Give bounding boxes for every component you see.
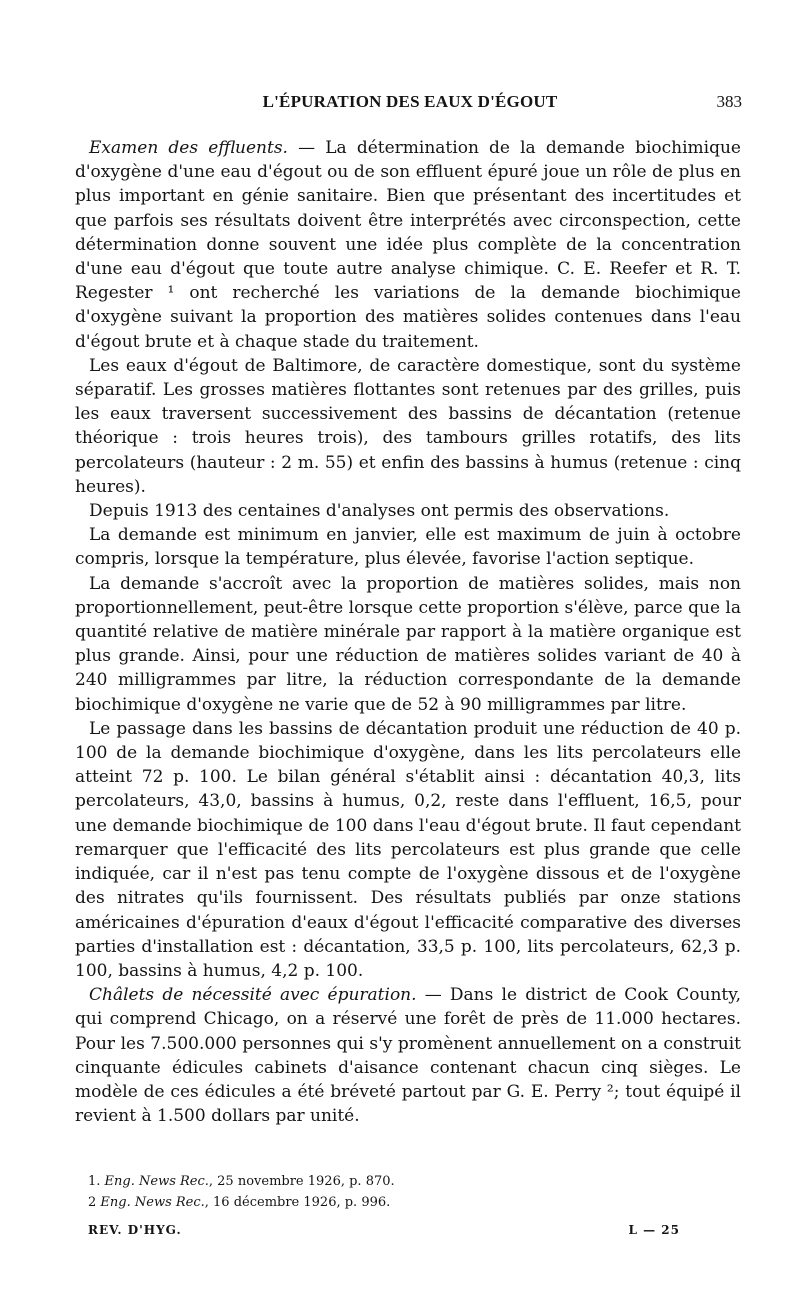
footnote-number: 2 (88, 1195, 97, 1210)
running-title: L'ÉPURATION DES EAUX D'ÉGOUT (262, 92, 558, 111)
footnote-details: , 16 décembre 1926, p. 996. (204, 1195, 391, 1210)
paragraph-text: Les eaux d'égout de Baltimore, de caractère domestique, sont du système séparatif. Les grosses matières flottantes sont retenues par des grilles, puis les eaux traversent successivement des bassins de décantation (retenue théorique : trois heures trois), des tambours grilles rotatifs, des lits percolateurs (hauteur : 2 m. 55) et enfin des bassins à humus (retenue : cinq heures). (75, 355, 741, 497)
paragraph-text: La demande s'accroît avec la proportion de matières solides, mais non proportionnellement, peut-être lorsque cette proportion s'élève, parce que la quantité relative de matière minérale par rapport à la matière organique est plus grande. Ainsi, pour une réduction de matières solides variant de 40 à 240 milligrammes par litre, la réduction correspondante de la demande biochimique d'oxygène ne varie que de 52 à 90 milligrammes par litre. (75, 573, 741, 715)
paragraph (75, 523, 741, 571)
body-text (75, 136, 741, 1128)
journal-abbreviation: REV. D'HYG. (88, 1223, 182, 1237)
paragraph-text: Depuis 1913 des centaines d'analyses ont permis des observations. (89, 501, 670, 522)
footnote (88, 1192, 688, 1213)
page-header (78, 92, 742, 116)
footnote-source: Eng. News Rec. (104, 1174, 209, 1189)
section-heading-examen: Examen des effluents. (89, 138, 288, 158)
footnote-source: Eng. News Rec. (100, 1195, 205, 1210)
page-footer (88, 1223, 680, 1243)
paragraph-text: — Dans le district de Cook County, qui comprend Chicago, on a réservé une forêt de près de 11.000 hectares. Pour les 7.500.000 personnes qui s'y promènent annuellement on a construit cinquante édicules cabinets d'aisance contenant chacun cinq sièges. Le modèle de ces édicules a été bréveté partout par G. E. Perry ²; tout équipé il revient à 1.500 dollars par unité. (75, 985, 741, 1127)
paragraph (75, 136, 741, 354)
footnote-details: , 25 novembre 1926, p. 870. (208, 1174, 395, 1189)
paragraph-text: — La détermination de la demande biochimique d'oxygène d'une eau d'égout ou de son effluent épuré joue un rôle de plus en plus important en génie sanitaire. Bien que présentant des incertitudes et que parfois ses résultats doivent être interprétés avec circonspection, cette détermination donne souvent une idée plus complète de la concentration d'une eau d'égout que toute autre analyse chimique. C. E. Reefer et R. T. Regester ¹ ont recherché les variations de la demande biochimique d'oxygène suivant la proportion des matières solides contenues dans l'eau d'égout brute et à chaque stade du traitement. (75, 138, 741, 352)
paragraph (75, 354, 741, 499)
paragraph (75, 983, 741, 1128)
page-number: 383 (716, 92, 742, 111)
footnote-number: 1. (88, 1174, 101, 1189)
footnote (88, 1171, 688, 1192)
paragraph-text: Le passage dans les bassins de décantation produit une réduction de 40 p. 100 de la demande biochimique d'oxygène, dans les lits percolateurs elle atteint 72 p. 100. Le bilan général s'établit ainsi : décantation 40,3, lits percolateurs, 43,0, bassins à humus, 0,2, reste dans l'effluent, 16,5, pour une demande biochimique de 100 dans l'eau d'égout brute. Il faut cependant remarquer que l'efficacité des lits percolateurs est plus grande que celle indiquée, car il n'est pas tenu compte de l'oxygène dissous et de l'oxygène des nitrates qu'ils fournissent. Des résultats publiés par onze stations américaines d'épuration d'eaux d'égout l'efficacité comparative des diverses parties d'installation est : décantation, 33,5 p. 100, lits percolateurs, 62,3 p. 100, bassins à humus, 4,2 p. 100. (75, 718, 741, 981)
section-heading-chalets: Châlets de nécessité avec épuration. (89, 985, 417, 1006)
paragraph (75, 717, 741, 983)
footnotes (88, 1171, 688, 1213)
signature-mark: L — 25 (628, 1223, 680, 1237)
paragraph (75, 572, 741, 717)
paragraph-text: La demande est minimum en janvier, elle est maximum de juin à octobre compris, lorsque la température, plus élevée, favorise l'action septique. (75, 525, 741, 570)
paragraph (75, 499, 741, 523)
